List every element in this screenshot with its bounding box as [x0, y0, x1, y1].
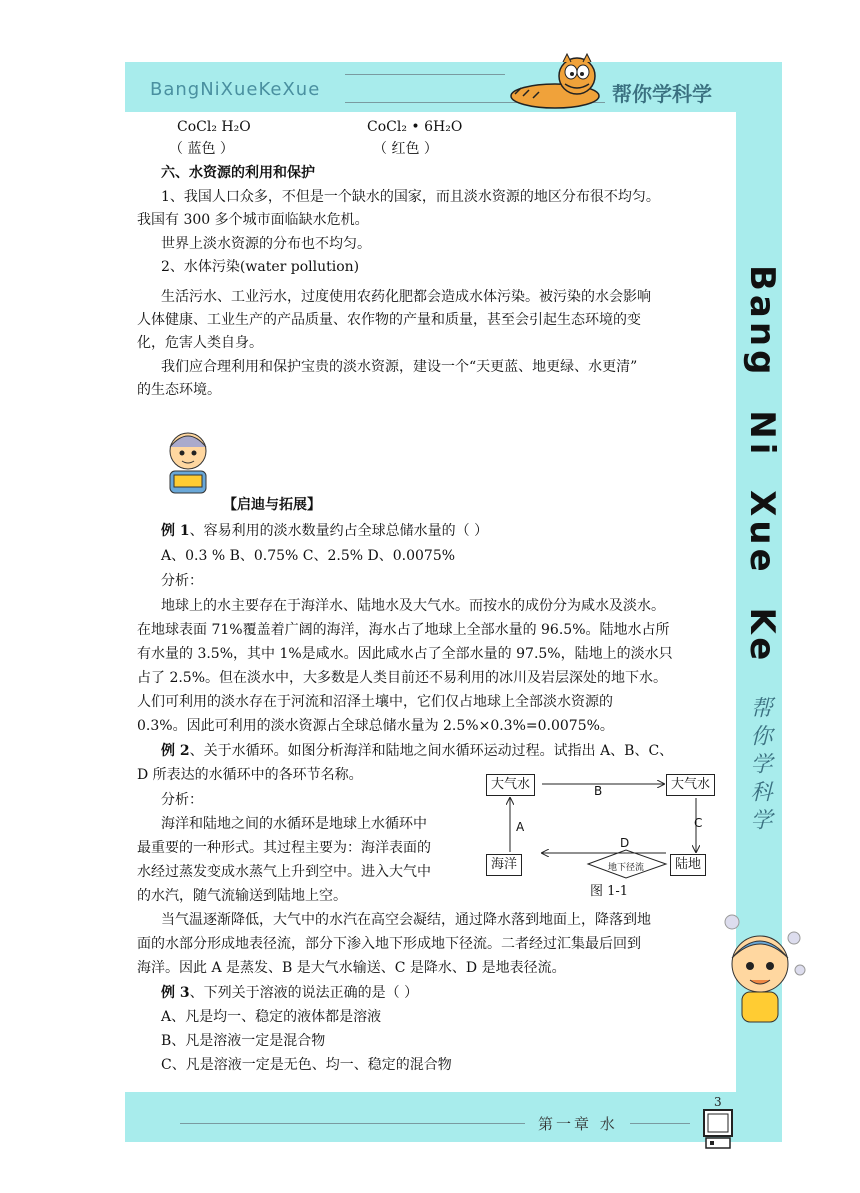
paragraph-line: 水经过蒸发变成水蒸气上升到空中。进入大气中 — [137, 864, 431, 880]
paragraph-line: 海洋和陆地之间的水循环是地球上水循环中 — [161, 816, 427, 832]
example-1-question — [161, 520, 488, 544]
paragraph-line: 1、我国人口众多，不但是一个缺水的国家，而且淡水资源的地区分布很不均匀。 — [161, 189, 660, 205]
footer-rule — [180, 1123, 525, 1124]
footer-band — [125, 1092, 736, 1142]
formula-left-color: （ 蓝色 ） — [169, 141, 234, 157]
option-a: A、凡是均一、稳定的液体都是溶液 — [161, 1009, 382, 1025]
paragraph-line: 面的水部分形成地表径流，部分下渗入地下形成地下径流。二者经过汇集最后回到 — [137, 936, 641, 952]
analysis-label: 分析： — [161, 792, 203, 808]
side-chinese-title: 帮你学科学 — [747, 696, 772, 836]
paragraph-line: 人们可利用的淡水存在于河流和沼泽土壤中，它们仅占地球上全部淡水资源的 — [137, 694, 613, 710]
cartoon-reader-illustration — [158, 425, 218, 501]
question-text: 、下列关于溶液的说法正确的是（ ） — [189, 985, 419, 1001]
paragraph-line: 化，危害人类自身。 — [137, 335, 263, 351]
box-ocean: 海洋 — [486, 854, 522, 876]
example-3-question — [161, 982, 418, 1006]
paragraph-line: 2、水体污染(water pollution) — [161, 259, 360, 275]
example-1-options: A、0.3 % B、0.75% C、2.5% D、0.0075% — [161, 548, 456, 564]
footer-chapter: 第一章 水 — [538, 1115, 618, 1133]
label-c: C — [694, 816, 703, 830]
paragraph-line: 生活污水、工业污水，过度使用农药化肥都会造成水体污染。被污染的水会影响 — [161, 289, 651, 305]
paragraph-line: 人体健康、工业生产的产品质量、农作物的产量和质量，甚至会引起生态环境的变 — [137, 312, 641, 328]
section-heading: 六、水资源的利用和保护 — [161, 165, 315, 181]
paragraph-line: 0.3%。因此可利用的淡水资源占全球总储水量为 2.5%×0.3%=0.0075%。 — [137, 718, 614, 734]
label-underground-runoff: 地下径流 — [608, 863, 645, 873]
footer-rule — [630, 1123, 690, 1124]
question-text: 、容易利用的淡水数量约占全球总储水量的（ ） — [189, 523, 489, 539]
water-cycle-diagram — [484, 770, 728, 900]
option-b: B、凡是溶液一定是混合物 — [161, 1033, 326, 1049]
question-text: 、关于水循环。如图分析海洋和陆地之间水循环运动过程。试指出 A、B、C、 — [189, 743, 674, 759]
box-atmosphere-right: 大气水 — [666, 774, 715, 796]
cartoon-kid-illustration — [712, 910, 812, 1030]
paragraph-line: 海洋。因此 A 是蒸发、B 是大气水输送、C 是降水、D 是地表径流。 — [137, 960, 566, 976]
paragraph-line: 在地球表面 71%覆盖着广阔的海洋，海水占了地球上全部水量的 96.5%。陆地水占所 — [137, 622, 670, 638]
paragraph-line: 我国有 300 多个城市面临缺水危机。 — [137, 212, 369, 228]
example-2-question — [161, 740, 673, 764]
example-label: 例 3 — [161, 985, 190, 1001]
cartoon-cat-logo — [505, 50, 605, 112]
label-d: D — [620, 836, 630, 850]
paragraph-line: D 所表达的水循环中的各环节名称。 — [137, 767, 363, 783]
figure-caption: 图 1-1 — [590, 884, 629, 899]
analysis-label: 分析： — [161, 573, 203, 589]
example-label: 例 1 — [161, 523, 190, 539]
paragraph-line: 我们应合理利用和保护宝贵的淡水资源，建设一个“天更蓝、地更绿、水更清” — [161, 359, 638, 375]
side-english-title: Bang Ni Xue Ke — [742, 265, 782, 665]
example-label: 例 2 — [161, 743, 190, 759]
paragraph-line: 有水量的 3.5%，其中 1%是咸水。因此咸水占了全部水量的 97.5%，陆地上的淡水只 — [137, 646, 673, 662]
paragraph-line: 的生态环境。 — [137, 382, 221, 398]
paragraph-line: 占了 2.5%。但在淡水中，大多数是人类目前还不易利用的冰川及岩层深处的地下水。 — [137, 670, 668, 686]
header-english: BangNiXueKeXue — [150, 79, 321, 100]
paragraph-line: 最重要的一种形式。其过程主要为：海洋表面的 — [137, 840, 431, 856]
formula-right: CoCl₂ • 6H₂O — [367, 119, 463, 135]
header-chinese: 帮你学科学 — [612, 82, 712, 106]
paragraph-line: 世界上淡水资源的分布也不均匀。 — [161, 236, 371, 252]
formula-left: CoCl₂ H₂O — [177, 119, 251, 135]
paragraph-line: 地球上的水主要存在于海洋水、陆地水及大气水。而按水的成份分为咸水及淡水。 — [161, 598, 665, 614]
formula-right-color: （ 红色 ） — [373, 141, 438, 157]
paragraph-line: 当气温逐渐降低，大气中的水汽在高空会凝结，通过降水落到地面上，降落到地 — [161, 912, 651, 928]
extension-heading: 【启迪与拓展】 — [223, 497, 321, 513]
page-number: 3 — [714, 1095, 722, 1109]
paragraph-line: 的水汽，随气流输送到陆地上空。 — [137, 888, 347, 904]
box-atmosphere-left: 大气水 — [486, 774, 535, 796]
monitor-icon — [702, 1108, 734, 1152]
box-land: 陆地 — [670, 854, 706, 876]
header-rule — [345, 74, 505, 75]
option-c: C、凡是溶液一定是无色、均一、稳定的混合物 — [161, 1057, 452, 1073]
label-a: A — [516, 820, 525, 834]
label-b: B — [594, 784, 603, 798]
